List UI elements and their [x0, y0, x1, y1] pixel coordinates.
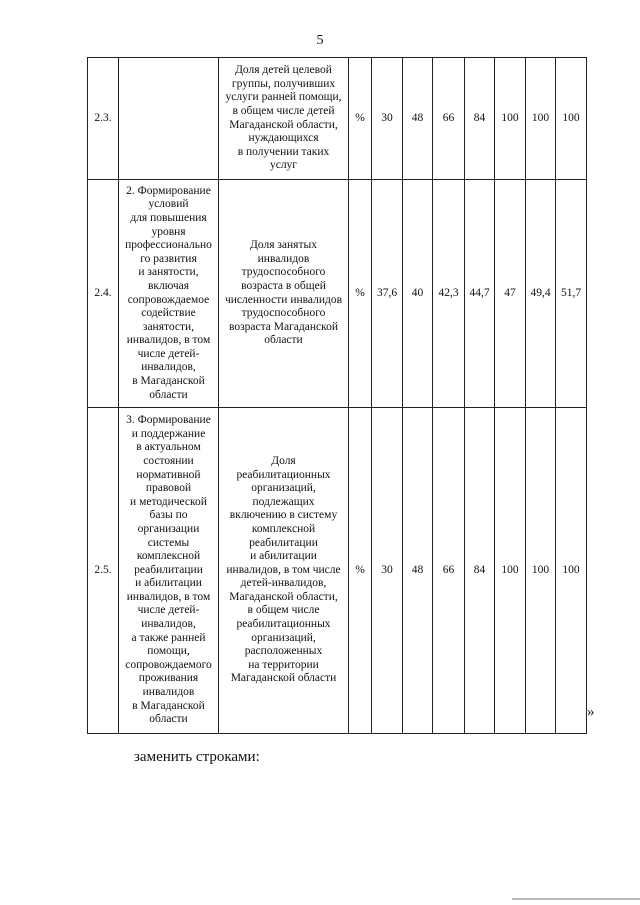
value-cell: 37,6 — [372, 180, 403, 408]
value-cell: 42,3 — [433, 180, 465, 408]
unit-cell: % — [349, 58, 372, 180]
value-cell: 100 — [556, 408, 587, 734]
value-cell: 51,7 — [556, 180, 587, 408]
task-cell: 3. Формирование и поддержание в актуальном состоянии нормативной правовой и методической базы по организации системы комплексной реабилитации и абилитации инвалидов, в том числе детей- инвалидов, а также ранней помощи, сопровождаемого проживания инвалидов в Магаданской области — [119, 408, 219, 734]
table-row — [88, 180, 587, 408]
value-cell: 48 — [403, 408, 433, 734]
value-cell: 66 — [433, 58, 465, 180]
row-number: 2.4. — [88, 180, 119, 408]
indicator-cell: Доля занятых инвалидов трудоспособного возраста в общей численности инвалидов трудоспособного возраста Магаданской области — [219, 180, 349, 408]
task-cell — [119, 58, 219, 180]
value-cell: 30 — [372, 408, 403, 734]
replace-instruction: заменить строками: — [134, 749, 260, 765]
table-row — [88, 58, 587, 180]
value-cell: 100 — [556, 58, 587, 180]
task-cell: 2. Формирование условий для повышения уровня профессионально го развития и занятости, включая сопровождаемое содействие занятости, инвалидов, в том числе детей- инвалидов, в Магаданской области — [119, 180, 219, 408]
row-number: 2.3. — [88, 58, 119, 180]
value-cell: 100 — [526, 408, 556, 734]
value-cell: 100 — [495, 408, 526, 734]
indicators-table — [87, 57, 587, 734]
value-cell: 47 — [495, 180, 526, 408]
value-cell: 100 — [526, 58, 556, 180]
row-number: 2.5. — [88, 408, 119, 734]
value-cell: 30 — [372, 58, 403, 180]
unit-cell: % — [349, 408, 372, 734]
unit-cell: % — [349, 180, 372, 408]
value-cell: 44,7 — [465, 180, 495, 408]
closing-quote: » — [587, 704, 595, 720]
value-cell: 49,4 — [526, 180, 556, 408]
value-cell: 48 — [403, 58, 433, 180]
indicator-cell: Доля реабилитационных организаций, подлежащих включению в систему комплексной реабилитации и абилитации инвалидов, в том числе детей-инвалидов, Магаданской области, в общем числе реабилитационных организаций, расположенных на территории Магаданской области — [219, 408, 349, 734]
value-cell: 66 — [433, 408, 465, 734]
scan-edge-mark — [512, 898, 640, 900]
value-cell: 100 — [495, 58, 526, 180]
table-row — [88, 408, 587, 734]
value-cell: 84 — [465, 58, 495, 180]
value-cell: 84 — [465, 408, 495, 734]
page-number: 5 — [316, 33, 324, 48]
indicator-cell: Доля детей целевой группы, получивших услуги ранней помощи, в общем числе детей Магаданской области, нуждающихся в получении таких услуг — [219, 58, 349, 180]
value-cell: 40 — [403, 180, 433, 408]
